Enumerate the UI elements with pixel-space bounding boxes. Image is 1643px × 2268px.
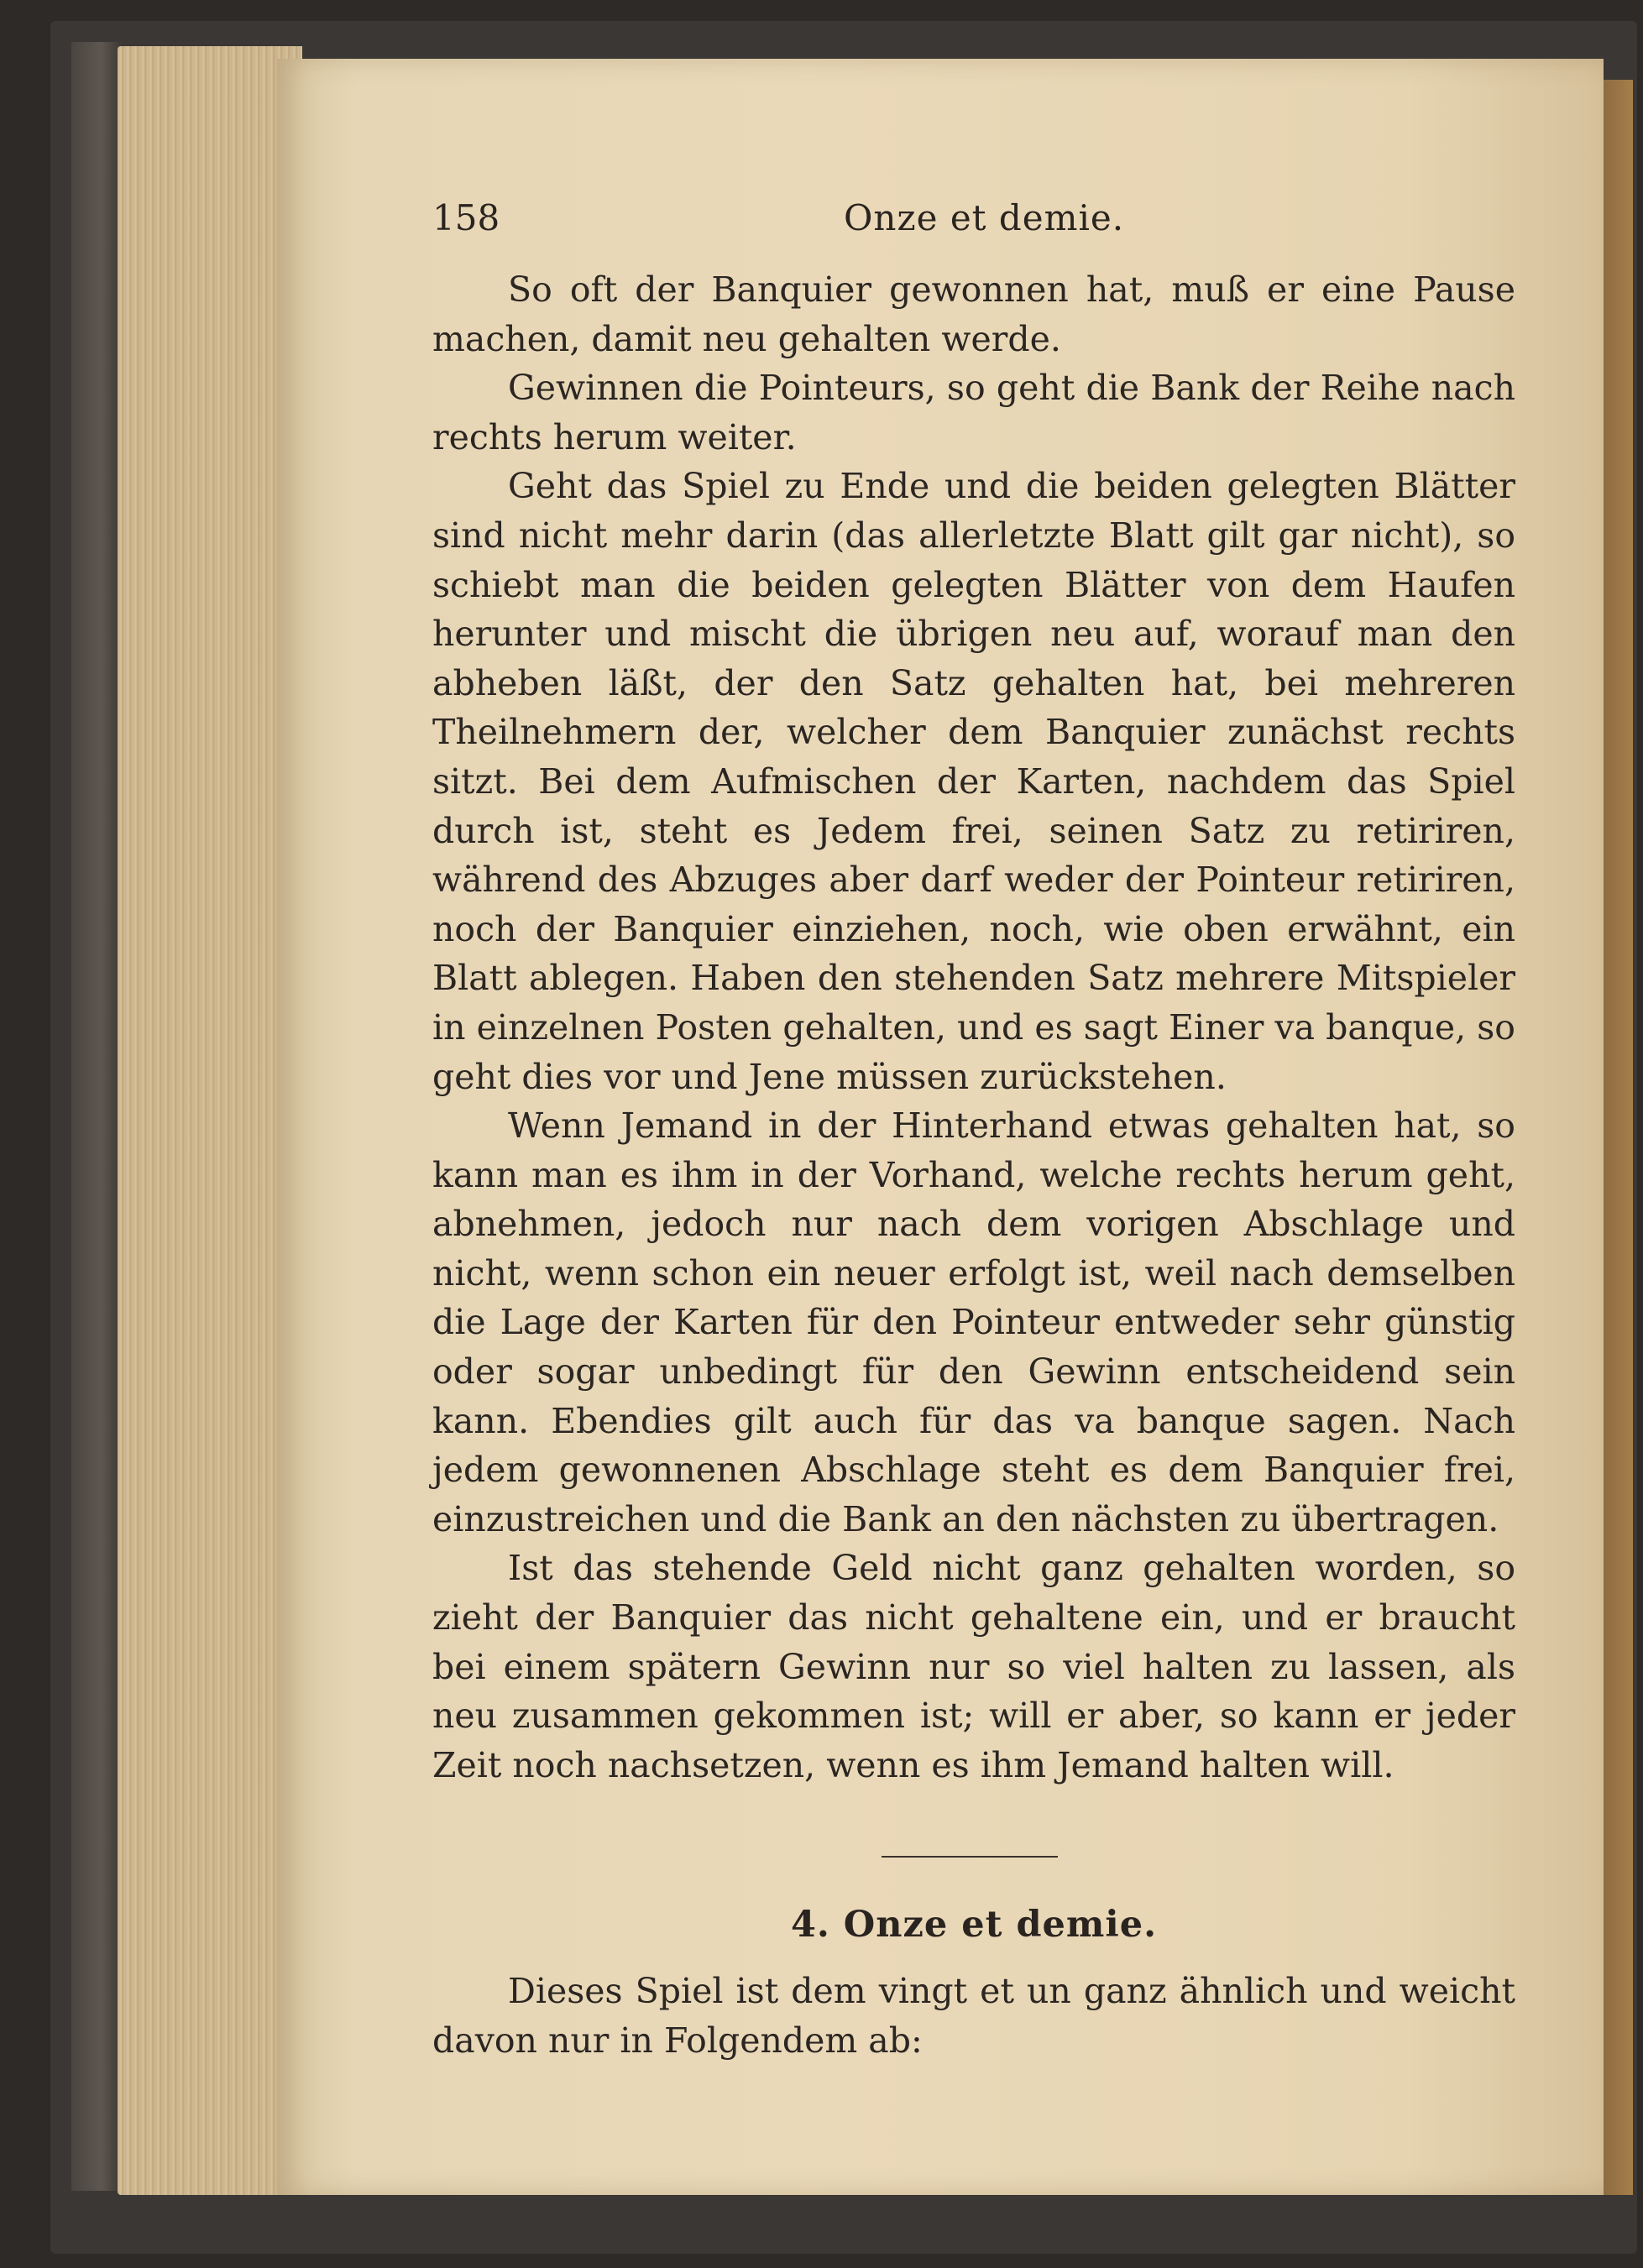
page-number: 158 [432,197,500,238]
section-heading: 4. Onze et demie. [790,1904,1158,1946]
page-stack-edge [118,46,302,2195]
paragraph: Geht das Spiel zu Ende und die beiden gelegten Blätter sind nicht mehr darin (das allerletzte Blatt gilt gar nicht), so schiebt man die beiden gelegten Blätter von dem Haufen herunter und mischt die übrigen neu auf, worauf man den abheben läßt, der den Satz gehalten hat, bei mehreren Theilnehmern der, welcher dem Banquier zunächst rechts sitzt. Bei dem Aufmischen der Karten, nachdem das Spiel durch ist, steht es Jedem frei, seinen Satz zu retiriren, während des Abzuges aber darf weder der Pointeur retiriren, noch der Banquier einziehen, noch, wie oben erwähnt, ein Blatt ablegen. Haben den stehenden Satz mehrere Mitspieler in einzelnen Posten gehalten, und es sagt Einer va banque, so geht dies vor und Jene müssen zurückstehen. [432,466,1515,1097]
running-head [432,197,1515,248]
paragraph: Dieses Spiel ist dem vingt et un ganz ähnlich und weicht davon nur in Folgendem ab: [432,1971,1515,2061]
running-title: Onze et demie. [844,197,1125,238]
body-text [432,265,1515,1790]
paragraph: So oft der Banquier gewonnen hat, muß er eine Pause machen, damit neu gehalten werde. [432,269,1515,359]
facing-page-edge [1599,80,1633,2195]
section-text [432,1967,1515,2065]
book-spine-edge [71,42,122,2191]
paragraph: Wenn Jemand in der Hinterhand etwas gehalten hat, so kann man es ihm in der Vorhand, welche rechts herum geht, abnehmen, jedoch nur nach dem vorigen Abschlage und nicht, wenn schon ein neuer erfolgt ist, weil nach demselben die Lage der Karten für den Pointeur entweder sehr günstig oder sogar unbedingt für den Gewinn entscheidend sein kann. Ebendies gilt auch für das va banque sagen. Nach jedem gewonnenen Abschlage steht es dem Banquier frei, einzustreichen und die Bank an den nächsten zu übertragen. [432,1105,1515,1539]
paragraph: Ist das stehende Geld nicht ganz gehalten worden, so zieht der Banquier das nicht gehaltene ein, und er braucht bei einem spätern Gewinn nur so viel halten zu lassen, als neu zusammen gekommen ist; will er aber, so kann er jeder Zeit noch nachsetzen, wenn es ihm Jemand halten will. [432,1548,1515,1785]
section-divider [882,1856,1058,1858]
paragraph: Gewinnen die Pointeurs, so geht die Bank der Reihe nach rechts herum weiter. [432,368,1515,457]
